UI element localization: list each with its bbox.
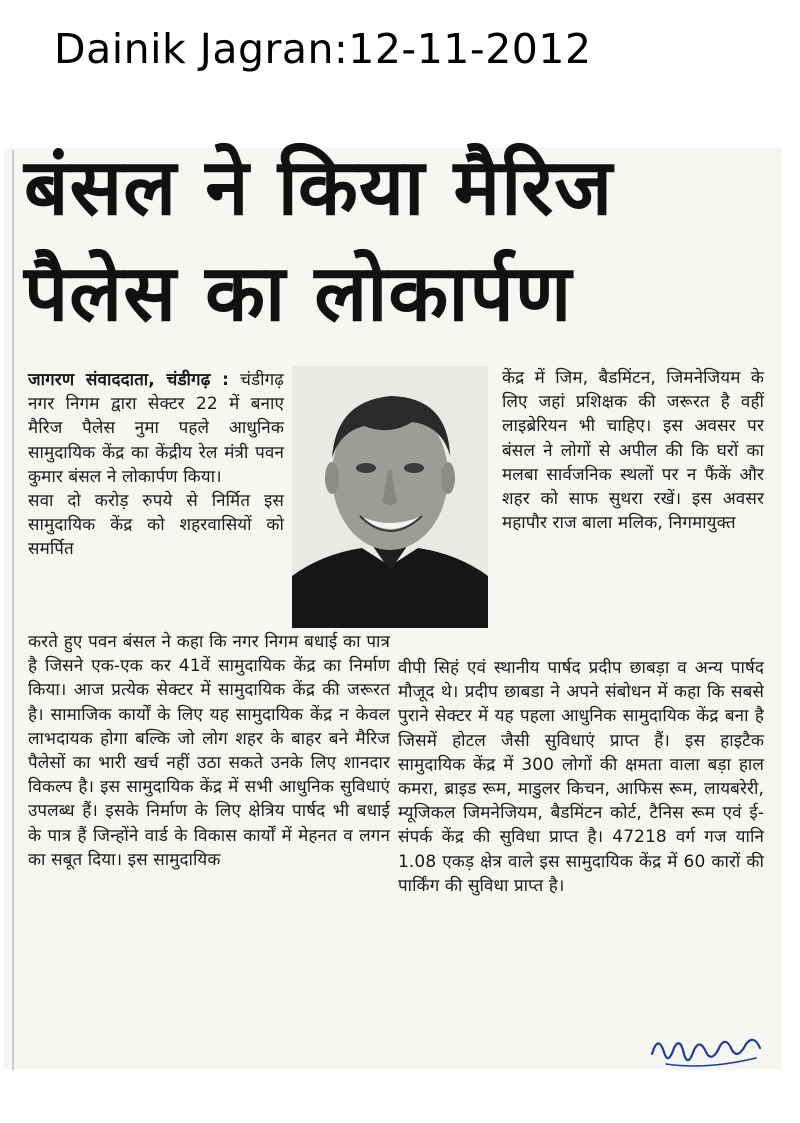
portrait-image [292, 366, 488, 628]
byline: जागरण संवाददाता, चंडीगढ़ : [28, 370, 229, 390]
handwritten-signature [646, 1024, 766, 1074]
portrait-photo [292, 366, 488, 628]
article-column-left-top [28, 368, 284, 630]
article-text-left-top: चंडीगढ़ नगर निगम द्वारा सेक्टर 22 में बनाए मैरिज पैलेस नुमा पहले आधुनिक सामुदायिक केंद्र का केंद्रीय रेल मंत्री पवन कुमार बंसल ने लोकार्पण किया। सवा दो करोड़ रुपये से निर्मित इस सामुदायिक केंद्र को शहरवासियों को समर्पित [28, 370, 284, 560]
article-column-bottom-right: वीपी सिहं एवं स्थानीय पार्षद प्रदीप छाबड़ा व अन्य पार्षद मौजूद थे। प्रदीप छाबडा ने अपने संबोधन में कहा कि सबसे पुराने सेक्टर में यह पहला आधुनिक सामुदायिक केंद्र बना है जिसमें होटल जैसी सुविधाएं प्राप्त हैं। इस हाइटैक सामुदायिक केंद्र में 300 लोगों की क्षमता वाला बड़ा हाल कमरा, ब्राइड रूम, माडुलर किचन, आफिस रूम, लायबरेरी, म्यूजिकल जिमनेजियम, बैडमिंटन कोर्ट, टैनिस रूम एवं ई-संपर्क केंद्र की सुविधा प्राप्त है। 47218 वर्ग गज यानि 1.08 एकड़ क्षेत्र वाले इस सामुदायिक केंद्र में 60 कारों की पार्किंग की सुविधा प्राप्त है। [398, 658, 764, 896]
article-column-bottom-left: करते हुए पवन बंसल ने कहा कि नगर निगम बधाई का पात्र है जिसने एक-एक कर 41वें सामुदायिक केंद्र का निर्माण किया। आज प्रत्येक सेक्टर में सामुदायिक केंद्र की जरूरत है। सामाजिक कार्यों के लिए यह सामुदायिक केंद्र न केवल लाभदायक होगा बल्कि जो लोग शहर के बाहर बने मैरिज पैलेसों का भारी खर्च नहीं उठा सकते उनके लिए शानदार विकल्प है। इस सामुदायिक केंद्र में सभी आधुनिक सुविधाएं उपलब्ध हैं। इसके निर्माण के लिए क्षेत्रिय पार्षद भी बधाई के पात्र हैं जिन्होंने वार्ड के विकास कार्यों में मेहनत व लगन का सबूत दिया। इस सामुदायिक [28, 632, 390, 870]
article-column-right-top: केंद्र में जिम, बैडमिंटन, जिमनेजियम के लिए जहां प्रशिक्षक की जरूरत है वहीं लाइब्रेरियन भी चाहिए। इस अवसर पर बंसल ने लोगों से अपील की कि घरों का मलबा सार्वजनिक स्थलों पर न फैंकें और शहर को साफ सुथरा रखें। इस अवसर महापौर राज बाला मलिक, निगमायुक्त [502, 368, 764, 534]
headline-line-1: बंसल ने किया मैरिज [24, 143, 614, 233]
source-caption: Dainik Jagran:12-11-2012 [54, 25, 592, 73]
headline-line-2: पैलेस का लोकार्पण [24, 249, 573, 339]
clipping-edge [12, 150, 14, 1070]
